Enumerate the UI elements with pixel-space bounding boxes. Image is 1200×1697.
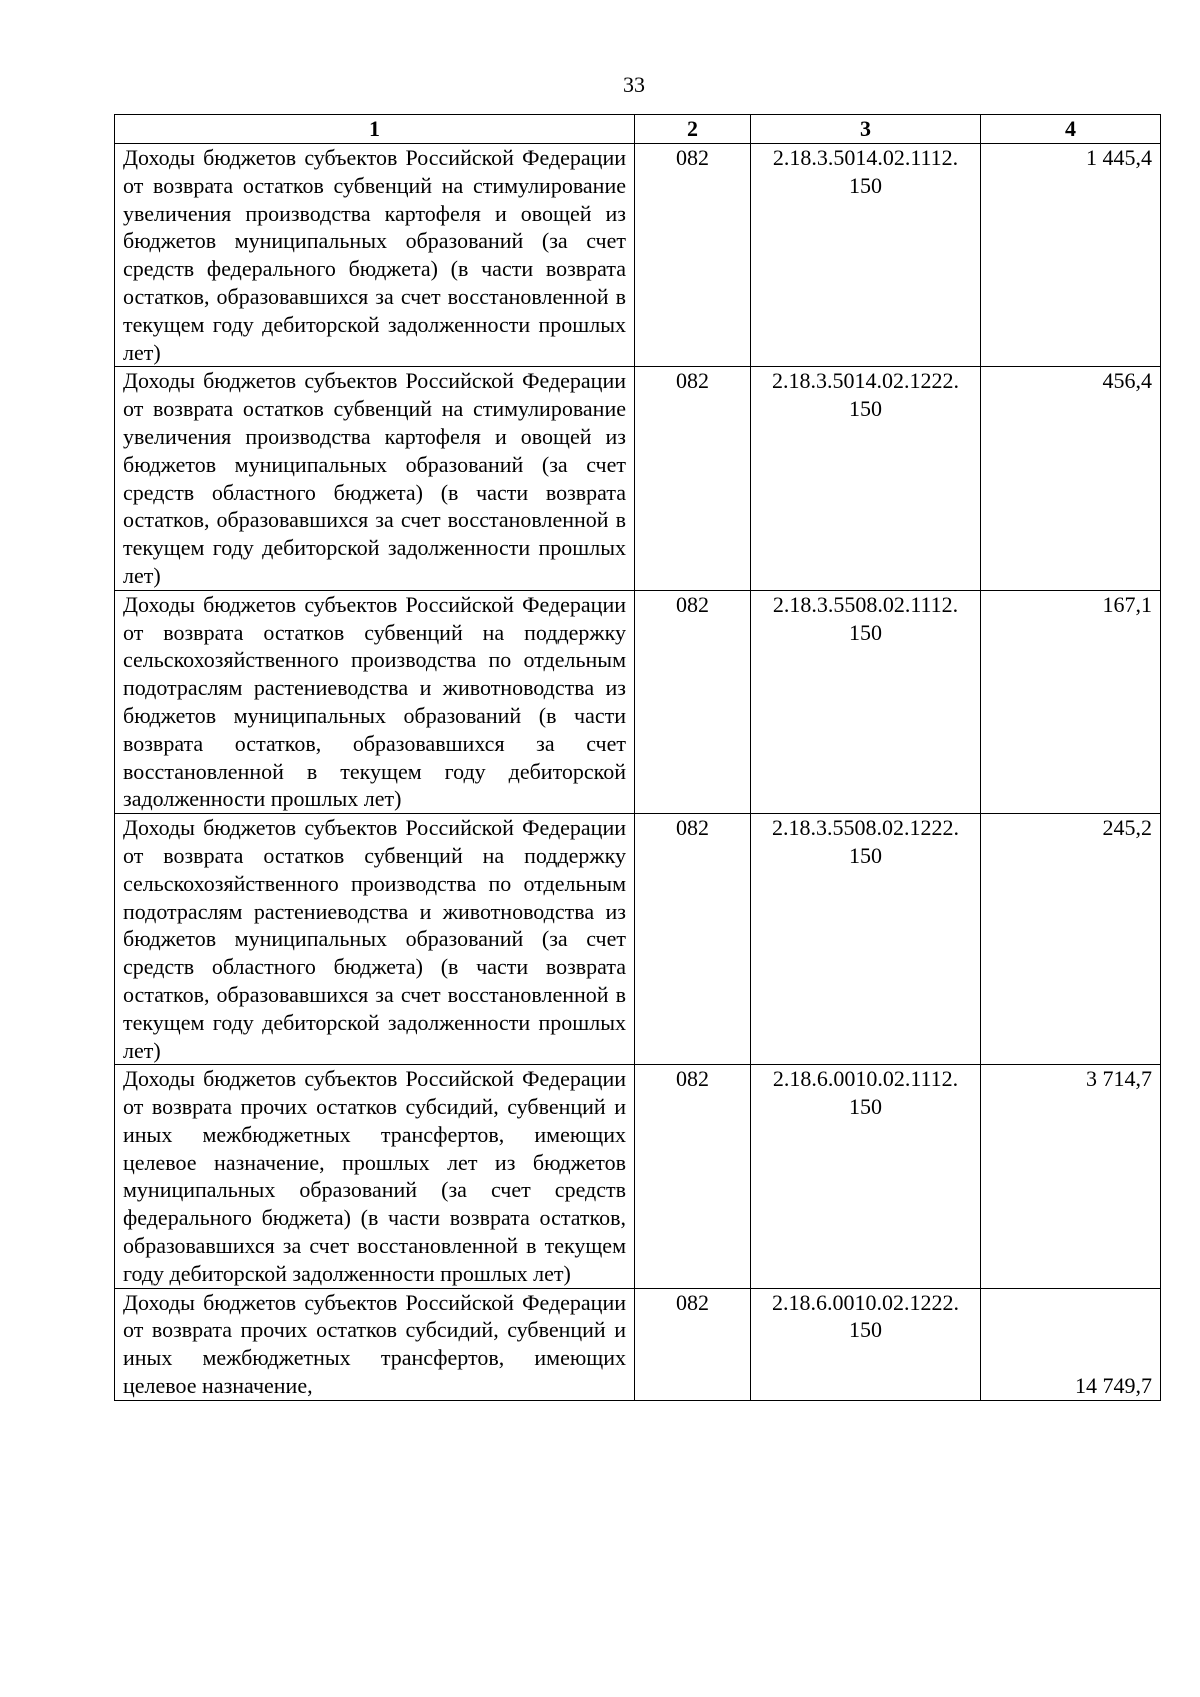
row-admin-code: 082: [635, 144, 751, 367]
row-description: Доходы бюджетов субъектов Российской Федерации от возврата прочих остатков субсидий, субвенций и иных межбюджетных трансфертов, имеющих целевое назначение, прошлых лет из бюджетов муниципальных образований (за счет средств федерального бюджета) (в части возврата остатков, образовавшихся за счет восстановленной в текущем году дебиторской задолженности прошлых лет): [115, 1065, 635, 1288]
code-line-1: 2.18.3.5508.02.1112.: [772, 591, 959, 617]
column-header-1: 1: [115, 115, 635, 144]
table-header-row: [115, 115, 1161, 144]
row-admin-code: 082: [635, 1065, 751, 1288]
code-line-1: 2.18.3.5508.02.1222.: [772, 815, 959, 841]
code-line-2: 150: [849, 396, 882, 422]
code-line-2: 150: [849, 842, 882, 868]
table-row: [115, 1065, 1161, 1288]
code-line-2: 150: [849, 172, 882, 198]
code-line-1: 2.18.3.5014.02.1112.: [772, 145, 959, 170]
column-header-3: 3: [751, 115, 981, 144]
code-line-2: 150: [849, 619, 882, 645]
row-classification-code: [751, 1288, 981, 1400]
row-amount: 1 445,4: [981, 144, 1161, 367]
row-admin-code: 082: [635, 1288, 751, 1400]
row-admin-code: 082: [635, 367, 751, 590]
table-row: [115, 1288, 1161, 1400]
code-line-1: 2.18.6.0010.02.1112.: [772, 1066, 959, 1092]
row-description: Доходы бюджетов субъектов Российской Федерации от возврата остатков субвенций на поддержку сельскохозяйственного производства по отдельным подотраслям растениеводства и животноводства из бюджетов муниципальных образований (в части возврата остатков, образовавшихся за счет восстановленной в текущем году дебиторской задолженности прошлых лет): [115, 590, 635, 813]
row-classification-code: [751, 590, 981, 813]
column-header-4: 4: [981, 115, 1161, 144]
row-amount: 3 714,7: [981, 1065, 1161, 1288]
revenue-table: [114, 114, 1161, 1401]
row-description: Доходы бюджетов субъектов Российской Федерации от возврата прочих остатков субсидий, субвенций и иных межбюджетных трансфертов, имеющих целевое назначение,: [115, 1288, 635, 1400]
table-row: [115, 814, 1161, 1065]
page-number: 33: [623, 72, 645, 97]
row-classification-code: [751, 1065, 981, 1288]
table-row: [115, 590, 1161, 813]
row-amount: 167,1: [981, 590, 1161, 813]
table-row: [115, 367, 1161, 590]
row-description: Доходы бюджетов субъектов Российской Федерации от возврата остатков субвенций на стимулирование увеличения производства картофеля и овощей из бюджетов муниципальных образований (за счет средств областного бюджета) (в части возврата остатков, образовавшихся за счет восстановленной в текущем году дебиторской задолженности прошлых лет): [115, 367, 635, 590]
code-line-2: 150: [849, 1094, 882, 1120]
row-amount: 245,2: [981, 814, 1161, 1065]
row-classification-code: [751, 144, 981, 367]
row-description: Доходы бюджетов субъектов Российской Федерации от возврата остатков субвенций на стимулирование увеличения производства картофеля и овощей из бюджетов муниципальных образований (за счет средств федерального бюджета) (в части возврата остатков, образовавшихся за счет восстановленной в текущем году дебиторской задолженности прошлых лет): [115, 144, 635, 367]
row-description: Доходы бюджетов субъектов Российской Федерации от возврата остатков субвенций на поддержку сельскохозяйственного производства по отдельным подотраслям растениеводства и животноводства из бюджетов муниципальных образований (за счет средств областного бюджета) (в части возврата остатков, образовавшихся за счет восстановленной в текущем году дебиторской задолженности прошлых лет): [115, 814, 635, 1065]
code-line-2: 150: [849, 1317, 882, 1343]
code-line-1: 2.18.3.5014.02.1222.: [772, 368, 959, 394]
column-header-2: 2: [635, 115, 751, 144]
code-line-1: 2.18.6.0010.02.1222.: [772, 1289, 959, 1315]
row-classification-code: [751, 814, 981, 1065]
table-row: [115, 144, 1161, 367]
row-admin-code: 082: [635, 814, 751, 1065]
row-classification-code: [751, 367, 981, 590]
row-admin-code: 082: [635, 590, 751, 813]
row-amount: 456,4: [981, 367, 1161, 590]
row-amount: 14 749,7: [981, 1288, 1161, 1400]
